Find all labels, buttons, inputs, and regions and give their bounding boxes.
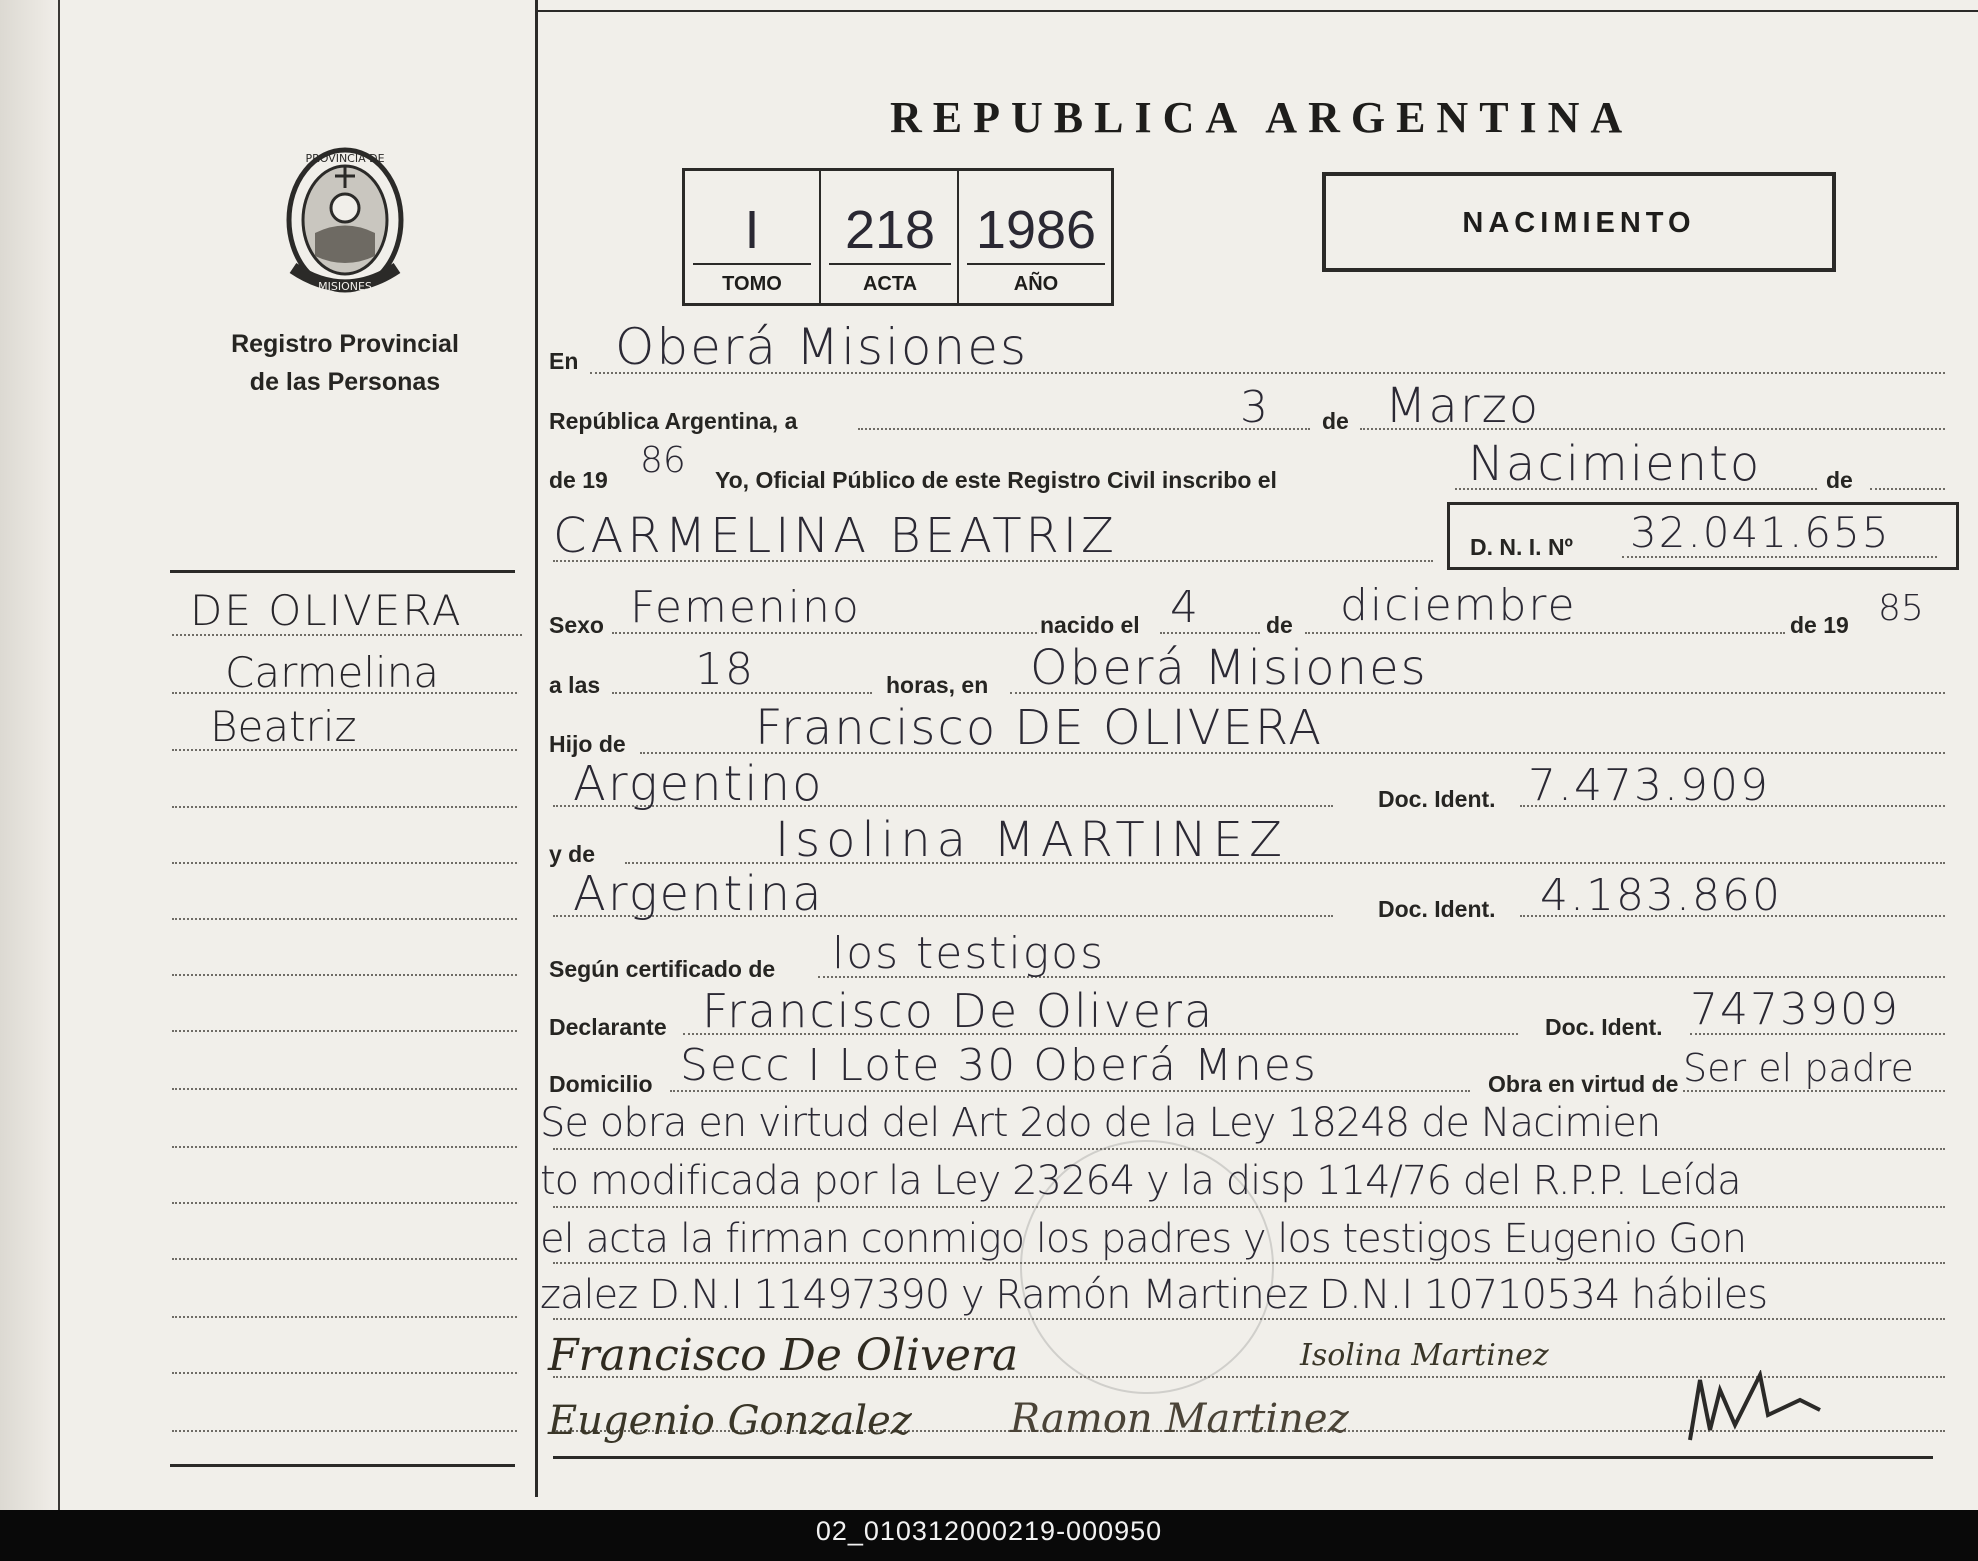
ano-label: AÑO bbox=[1013, 273, 1059, 295]
dotted-line bbox=[1683, 1090, 1945, 1092]
child-sex: Femenino bbox=[630, 582, 861, 633]
mother-nationality: Argentina bbox=[573, 866, 824, 922]
left-dotted-line bbox=[172, 1316, 517, 1318]
registry-line-2: de las Personas bbox=[249, 368, 441, 396]
dni-label: D. N. I. Nº bbox=[1470, 534, 1573, 560]
father-name: Francisco DE OLIVERA bbox=[755, 700, 1324, 756]
de19-label: de 19 bbox=[1790, 612, 1849, 638]
top-rule bbox=[538, 10, 1978, 12]
left-dotted-line bbox=[172, 1258, 517, 1260]
ano-cell bbox=[957, 171, 1113, 303]
left-dotted-line bbox=[172, 1430, 517, 1432]
alas-label: a las bbox=[549, 672, 601, 698]
notes-line-2: to modificada por la Ley 23264 y la disp 114/76 del R.P.P. Leída bbox=[540, 1158, 1741, 1204]
document-code: 02_010312000219-000950 bbox=[815, 1516, 1163, 1546]
child-name: CARMELINA BEATRIZ bbox=[553, 508, 1118, 564]
obra-value: Ser el padre bbox=[1683, 1046, 1914, 1090]
left-dotted-line bbox=[172, 918, 517, 920]
yde-label: y de bbox=[549, 841, 596, 867]
left-top-rule bbox=[170, 570, 515, 573]
birth-place: Oberá Misiones bbox=[1030, 640, 1428, 696]
seal-top-text: PROVINCIA DE bbox=[305, 152, 385, 165]
signature-father: Francisco De Olivera bbox=[548, 1330, 1019, 1381]
left-dotted-line bbox=[172, 1372, 517, 1374]
mother-doc: 4.183.860 bbox=[1540, 870, 1782, 921]
binding-gutter bbox=[0, 0, 60, 1510]
horas-label: horas, en bbox=[886, 672, 989, 698]
left-dotted-line bbox=[172, 806, 517, 808]
officer-text: Yo, Oficial Público de este Registro Civil inscribo el bbox=[715, 467, 1277, 493]
acta-label: ACTA bbox=[862, 273, 918, 295]
registry-name bbox=[190, 325, 500, 401]
acta-value: 218 bbox=[844, 200, 936, 260]
left-dotted-line bbox=[172, 1202, 517, 1204]
column-divider bbox=[535, 0, 538, 1497]
tomo-cell bbox=[685, 171, 819, 303]
left-dotted-line bbox=[172, 1088, 517, 1090]
ano-value: 1986 bbox=[975, 200, 1097, 260]
republica-label: República Argentina, a bbox=[549, 408, 798, 434]
margin-first-name: Carmelina bbox=[225, 648, 440, 697]
declarant-doc: 7473909 bbox=[1690, 984, 1900, 1035]
domicilio-label: Domicilio bbox=[549, 1071, 653, 1097]
notes-line-1: Se obra en virtud del Art 2do de la Ley 18248 de Nacimien bbox=[540, 1100, 1661, 1146]
record-type-box bbox=[1322, 172, 1836, 272]
seal-bottom-text: MISIONES bbox=[318, 280, 372, 293]
birth-day: 4 bbox=[1170, 582, 1200, 633]
father-doc: 7.473.909 bbox=[1528, 760, 1770, 811]
tomo-value: I bbox=[744, 200, 760, 260]
nacido-label: nacido el bbox=[1040, 612, 1140, 638]
segun-label: Según certificado de bbox=[549, 956, 776, 982]
left-dotted-line bbox=[172, 862, 517, 864]
margin-surname: DE OLIVERA bbox=[190, 586, 463, 635]
declarant-name: Francisco De Olivera bbox=[702, 984, 1215, 1038]
child-dni: 32.041.655 bbox=[1630, 508, 1891, 557]
dotted-line bbox=[553, 1148, 1945, 1150]
certificate-source: los testigos bbox=[832, 928, 1106, 979]
registration-place: Oberá Misiones bbox=[615, 318, 1029, 376]
record-id-box bbox=[682, 168, 1114, 306]
dotted-line bbox=[553, 1206, 1945, 1208]
left-dotted-line bbox=[172, 1146, 517, 1148]
birth-hour: 18 bbox=[695, 644, 755, 695]
registration-day: 3 bbox=[1240, 382, 1270, 433]
official-signature-mark bbox=[1560, 1370, 1920, 1450]
notes-line-3: el acta la firman conmigo los padres y los testigos Eugenio Gon bbox=[540, 1216, 1747, 1262]
document-title: REPUBLICA ARGENTINA bbox=[890, 93, 1634, 142]
margin-second-name: Beatriz bbox=[210, 702, 357, 751]
birth-year-suffix: 85 bbox=[1878, 588, 1924, 629]
en-label: En bbox=[549, 348, 579, 374]
declarante-label: Declarante bbox=[549, 1014, 667, 1040]
de-label: de bbox=[1322, 408, 1349, 434]
registration-year-suffix: 86 bbox=[640, 440, 686, 481]
bottom-rule bbox=[553, 1456, 1933, 1459]
signature-witness-1: Eugenio Gonzalez bbox=[548, 1398, 912, 1444]
notes-line-4: zalez D.N.I 11497390 y Ramón Martinez D.N.I 10710534 hábiles bbox=[540, 1272, 1768, 1318]
de-label: de bbox=[1266, 612, 1293, 638]
de-label: de bbox=[1826, 467, 1853, 493]
tomo-label: TOMO bbox=[722, 273, 782, 295]
signature-mother: Isolina Martinez bbox=[1300, 1338, 1549, 1373]
hijo-label: Hijo de bbox=[549, 731, 626, 757]
obra-label: Obra en virtud de bbox=[1488, 1071, 1679, 1097]
doc-label: Doc. Ident. bbox=[1378, 896, 1496, 922]
left-dotted-line bbox=[172, 749, 517, 751]
dotted-line bbox=[553, 1262, 1945, 1264]
bottom-rule-left bbox=[170, 1464, 515, 1467]
registry-line-1: Registro Provincial bbox=[231, 330, 459, 358]
left-dotted-line bbox=[172, 974, 517, 976]
birth-month: diciembre bbox=[1340, 580, 1577, 631]
doc-label: Doc. Ident. bbox=[1545, 1014, 1663, 1040]
left-dotted-line bbox=[172, 692, 517, 694]
dotted-line bbox=[553, 1318, 1945, 1320]
dotted-line bbox=[1870, 488, 1945, 490]
binding-edge bbox=[58, 0, 60, 1510]
signature-witness-2: Ramon Martinez bbox=[1010, 1396, 1349, 1442]
left-dotted-line bbox=[172, 1030, 517, 1032]
left-dotted-line bbox=[172, 634, 522, 636]
doc-label: Doc. Ident. bbox=[1378, 786, 1496, 812]
acta-cell bbox=[819, 171, 959, 303]
dotted-line bbox=[1305, 632, 1785, 634]
de19-label: de 19 bbox=[549, 467, 608, 493]
father-nationality: Argentino bbox=[573, 756, 824, 812]
registration-event: Nacimiento bbox=[1468, 436, 1762, 492]
sexo-label: Sexo bbox=[549, 612, 604, 638]
provincial-seal-icon bbox=[275, 138, 415, 303]
mother-name: Isolina MARTINEZ bbox=[775, 812, 1288, 868]
declarant-address: Secc I Lote 30 Oberá Mnes bbox=[680, 1040, 1318, 1091]
registration-month: Marzo bbox=[1385, 378, 1541, 434]
record-type: NACIMIENTO bbox=[1462, 207, 1696, 239]
